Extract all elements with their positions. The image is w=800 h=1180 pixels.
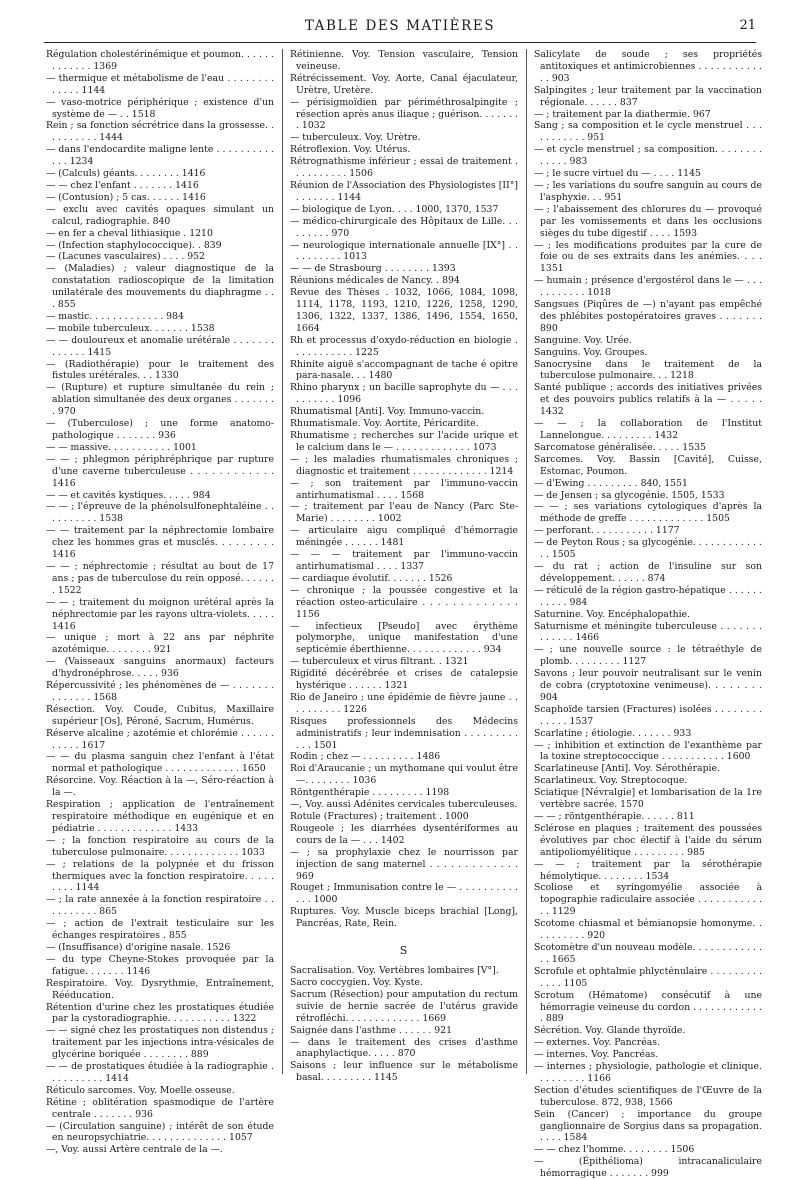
- index-entry: — (Infection staphylococcique). . 839: [46, 239, 222, 251]
- index-entry: Rodin ; chez — . . . . . . . . . 1486: [290, 751, 441, 763]
- index-entry: — — ; röntgenthérapie. . . . . . 811: [534, 811, 695, 822]
- index-entry: Scrotum (Hématome) consécutif à une hémorragie veineuse du cordon . . . . . . . . . . . . . 889: [534, 989, 762, 1025]
- index-entry: Rétinienne. Voy. Tension vasculaire, Tension veineuse.: [290, 49, 518, 72]
- index-entry: — — ; l'épreuve de la phénolsulfonephtaléine . . . . . . . . . . 1538: [46, 501, 274, 525]
- index-entry: Rhino pharynx ; un bacille saprophyte du — . . . . . . . . . . 1096: [290, 382, 518, 406]
- index-entry: Scotomètre d'un nouveau modèle. . . . . . . . . . . . . . 1665: [534, 941, 762, 965]
- index-entry: — de Jensen ; sa glycogénie. 1505, 1533: [534, 489, 725, 501]
- page-title: TABLE DES MATIÈRES: [304, 18, 496, 34]
- index-entry: Saisons ; leur influence sur le métabolisme basal. . . . . . . . . 1145: [290, 1060, 518, 1084]
- index-entry: — unique ; mort à 22 ans par néphrite azotémique. . . . . . . . 921: [46, 632, 274, 656]
- index-entry: — ; les maladies rhumatismales chroniques ; diagnostic et traitement . . . . . . . . . . . . . 1214: [290, 453, 518, 477]
- index-entry: — — ; ses variations cytologiques d'après la méthode de greffe . . . . . . . . . . . . . 1505: [534, 501, 762, 525]
- index-entry: Roi d'Araucanie ; un mythomane qui voulut être —. . . . . . . . 1036: [290, 763, 518, 787]
- index-entry: — et cycle menstruel ; sa composition. . . . . . . . . . . . . 983: [534, 144, 762, 168]
- index-entry: Rétroflexion. Voy. Utérus.: [290, 144, 411, 156]
- index-entry: — dans le traitement des crises d'asthme anaphylactique. . . . . 870: [290, 1036, 518, 1060]
- index-entry: Rein ; sa fonction sécrétrice dans la grossesse. . . . . . . . . . 1444: [46, 120, 274, 144]
- index-entry: Savons ; leur pouvoir neutralisant sur le venin de cobra (cryptotoxine venimeuse). . . . . . . . 904: [534, 668, 762, 703]
- index-entry: Rétine ; oblitération spasmodique de l'artère centrale . . . . . . . 936: [46, 1096, 274, 1120]
- index-entry: — ; une nouvelle source : le tétraéthyle de plomb. . . . . . . . . 1127: [534, 644, 762, 668]
- index-entry: Rhinite aiguë s'accompagnant de tache é opitre para-nasale. . . 1480: [290, 358, 518, 382]
- column-divider: [282, 49, 283, 1074]
- index-entry: Réunions médicales de Nancy. . 894: [290, 275, 460, 287]
- index-entry: Scarlatine ; étiologie. . . . . . . 933: [534, 727, 692, 739]
- index-entry: Sarcomes. Voy. Bassin [Cavité], Cuisse, Estomac, Poumon.: [534, 453, 762, 477]
- index-entry: — ; traitement par l'eau de Nancy (Parc Ste-Marie) . . . . . . . . 1002: [290, 501, 518, 525]
- index-entry: — — et cavités kystiques. . . . . 984: [46, 489, 211, 501]
- index-entry: — — ; traitement du moignon urétéral après la néphrectomie par les rayons ultra-violets. . . . . 1416: [46, 596, 274, 632]
- index-entry: — (Lacunes vasculaires) . . . . 952: [46, 251, 205, 263]
- index-entry: Rio de Janeiro ; une épidémie de fièvre jaune . . . . . . . . . . 1226: [290, 691, 518, 715]
- index-entry: Sacro coccygien. Voy. Kyste.: [290, 976, 423, 988]
- index-entry: Röntgenthérapie . . . . . . . . . 1198: [290, 787, 450, 799]
- index-column-2: [290, 49, 518, 1084]
- index-entry: Rh et processus d'oxydo-réduction en biologie . . . . . . . . . . . 1225: [290, 334, 518, 358]
- index-entry: Sangsues (Piqûres de —) n'ayant pas empêché des phlébites postopératoires graves . . . . . . . 890: [534, 299, 762, 334]
- index-entry: Rétention d'urine chez les prostatiques étudiée par la cystoradiographie. . . . . . . . . . . 1322: [46, 1001, 274, 1025]
- index-entry: Réticulo sarcomes. Voy. Moelle osseuse.: [46, 1084, 235, 1096]
- index-entry: — — du plasma sanguin chez l'enfant à l'état normal et pathologique . . . . . . . . . . . . . 1650: [46, 751, 274, 775]
- index-entry: Sarcomatose généralisée. . . . . 1535: [534, 441, 706, 453]
- index-entry: — — de prostatiques étudiée à la radiographie . . . . . . . . . . 1414: [46, 1061, 274, 1084]
- index-entry: Résorcine. Voy. Réaction à la —, Séro-réaction à la —.: [46, 775, 274, 799]
- index-entry: Sein (Cancer) ; importance du groupe ganglionnaire de Sorgius dans sa propagation. . . . . 1584: [534, 1108, 762, 1144]
- index-entry: — ; action de l'extrait testiculaire sur les échanges respiratoires . 855: [46, 918, 274, 942]
- index-entry: Scrofule et ophtalmie phlycténulaire . . . . . . . . . . . . . 1105: [534, 965, 762, 989]
- column-divider: [526, 49, 527, 1074]
- index-entry: — thermique et métabolisme de l'eau . . . . . . . . . . . . . 1144: [46, 72, 274, 96]
- index-entry: Ruptures. Voy. Muscle biceps brachial [Long], Pancréas, Rate, Rein.: [290, 906, 518, 930]
- index-entry: — de Peyton Rous ; sa glycogénie. . . . . . . . . . . . . . 1505: [534, 537, 762, 561]
- index-entry: — du rat ; action de l'insuline sur son développement. . . . . . 874: [534, 560, 762, 584]
- index-entry: Sanocrysine dans le traitement de la tuberculose pulmonaire. . . 1218: [534, 358, 762, 382]
- index-entry: — externes. Voy. Pancréas.: [534, 1037, 661, 1049]
- index-entry: — périsigmoïdien par périméthrosalpingite ; résection après anus iliaque ; guérison. . . . . . . . 1032: [290, 96, 518, 132]
- index-entry: — — ; la collaboration de l'Institut Lannelongue. . . . . . . . . 1432: [534, 418, 762, 441]
- index-entry: — — de Strasbourg . . . . . . . . 1393: [290, 263, 456, 275]
- index-entry: Salicylate de soude ; ses propriétés antitoxiques et antimicrobiennes . . . . . . . . . . . . . 903: [534, 49, 762, 84]
- index-entry: — — ; néphrectomie ; résultat au bout de 17 ans ; pas de tuberculose du rein opposé. . . . . . . 1522: [46, 560, 274, 596]
- index-entry: — articulaire aigu compliqué d'hémorragie méningée . . . . . . 1481: [290, 525, 518, 549]
- index-entry: Saturnine. Voy. Encéphalopathie.: [534, 608, 691, 620]
- index-entry: Rhumatismal [Anti]. Voy. Immuno-vaccin.: [290, 406, 485, 418]
- index-entry: — ; sa prophylaxie chez le nourrisson par injection de sang maternel . . . . . . . . . . . . . 969: [290, 846, 518, 882]
- index-entry: — — signé chez les prostatiques non distendus ; traitement par les injections intra-vésicales de glycérine boriquée . . . . . . . . 889: [46, 1025, 274, 1061]
- index-entry: Sacralisation. Voy. Vertèbres lombaires [V°].: [290, 965, 499, 977]
- index-entry: Scotome chiasmal et bémianopsie homonyme. . . . . . . . . . 920: [534, 918, 762, 942]
- index-entry: — (Insuffisance) d'origine nasale. 1526: [46, 941, 231, 953]
- index-entry: Respiratoire. Voy. Dysrythmie, Entraînement, Rééducation.: [46, 977, 274, 1001]
- index-entry: Sacrum (Résection) pour amputation du rectum suivie de hernie sacrée de l'utérus gravide rétrofléchi. . . . . . . . . . . . . 1669: [290, 988, 518, 1024]
- index-entry: — d'Ewing . . . . . . . . . 840, 1551: [534, 477, 688, 489]
- index-columns: [46, 49, 762, 1180]
- index-entry: —, Voy. aussi Adénites cervicales tuberculeuses.: [290, 799, 518, 811]
- index-entry: — cardiaque évolutif. . . . . . . 1526: [290, 572, 453, 584]
- index-entry: Rouget ; Immunisation contre le — . . . . . . . . . . . . . 1000: [290, 882, 518, 906]
- index-entry: — (Rupture) et rupture simultanée du rein ; ablation simultanée des deux organes . . . . . . . . 970: [46, 382, 274, 418]
- index-entry: — — douloureux et anomalie urétérale . . . . . . . . . . . . . 1415: [46, 334, 274, 358]
- index-entry: — dans l'endocardite maligne lente . . . . . . . . . . . . . 1234: [46, 144, 274, 168]
- index-entry: — (Tuberculose) ; une forme anatomo-pathologique . . . . . . . 936: [46, 418, 274, 441]
- index-entry: Risques professionnels des Médecins administratifs ; leur indemnisation . . . . . . . . . . . . 1501: [290, 715, 518, 751]
- index-entry: Répercussivité ; les phénomènes de — . . . . . . . . . . . . . . 1568: [46, 680, 274, 703]
- index-entry: Sécrétion. Voy. Glande thyroïde.: [534, 1025, 686, 1037]
- index-entry: — ; l'abaissement des chlorures du — provoqué par les vomissements et dans les occlusions sièges du tube digestif . . . . 1593: [534, 203, 762, 239]
- index-entry: — exclu avec cavités opaques simulant un calcul, radiographie. 840: [46, 203, 274, 227]
- page-number: 21: [739, 18, 756, 33]
- index-entry: Réunion de l'Association des Physiologistes [II°] . . . . . . . 1144: [290, 179, 518, 203]
- index-entry: — mastic. . . . . . . . . . . . . 984: [46, 310, 184, 322]
- index-entry: — tuberculeux et virus filtrant. . 1321: [290, 656, 469, 668]
- index-entry: — ; les modifications produites par la cure de foie ou de ses extraits dans les anémies. . . . 1351: [534, 239, 762, 275]
- index-entry: — (Épithélioma) intracanaliculaire hémorragique . . . . . . . 999: [534, 1156, 762, 1180]
- index-entry: Scarlatineuse [Anti]. Voy. Sérothérapie.: [534, 763, 720, 775]
- index-entry: Résection. Voy. Coude, Cubitus, Maxillaire supérieur [Os], Péroné, Sacrum, Humérus.: [46, 703, 274, 727]
- index-entry: Rigidité décérébrée et crises de catalepsie hystérique . . . . . . 1321: [290, 668, 518, 692]
- index-entry: — réticulé de la région gastro-hépatique . . . . . . . . . . . 984: [534, 584, 762, 608]
- index-entry: Rougeole ; les diarrhées dysentériformes au cours de la — . . . 1402: [290, 822, 518, 846]
- section-letter: S: [399, 944, 409, 958]
- index-entry: — — traitement par la néphrectomie lombaire chez les hommes gras et musclés. . . . . . . . . 1416: [46, 525, 274, 561]
- index-entry: Sciatique [Névralgie] et lombarisation de la 1re vertèbre sacrée. 1570: [534, 787, 762, 811]
- index-entry: Santé publique ; accords des initiatives privées et des pouvoirs publics relatifs à la — . . . . . 1432: [534, 382, 762, 418]
- index-entry: — — ; phlegmon périphréphrique par rupture d'une caverne tuberculeuse . . . . . . . . . . . . 1416: [46, 453, 274, 489]
- index-entry: Rétrognathisme inférieur ; essai de traitement . . . . . . . . . . 1506: [290, 156, 518, 180]
- header-rule: [44, 42, 756, 43]
- index-entry: — ; traitement par la diathermie. 967: [534, 108, 711, 120]
- index-entry: —, Voy. aussi Artère centrale de la —.: [46, 1144, 223, 1156]
- index-entry: Rétrécissement. Voy. Aorte, Canal éjaculateur, Urètre, Uretère.: [290, 72, 518, 96]
- index-entry: — humain ; présence d'ergostérol dans le — . . . . . . . . . . . 1018: [534, 275, 762, 299]
- index-entry: Sanguins. Voy. Groupes.: [534, 346, 648, 358]
- index-entry: — biologique de Lyon. . . . 1000, 1370, 1537: [290, 203, 499, 215]
- index-entry: Saturnisme et méningite tuberculeuse . . . . . . . . . . . . . 1466: [534, 620, 762, 644]
- index-entry: Sclérose en plaques ; traitement des poussées évolutives par choc électif à l'aide du sérum antipoliomyélitique . . . . . . . . . 985: [534, 822, 762, 858]
- index-entry: — ; le sucre virtuel du — . . . . 1145: [534, 168, 701, 180]
- index-entry: — ; les variations du soufre sanguin au cours de l'asphyxie. . . 951: [534, 179, 762, 203]
- index-entry: — — — traitement par l'immuno-vaccin antirhumatismal . . . . 1337: [290, 549, 518, 572]
- index-entry: — — chez l'homme. . . . . . . . 1506: [534, 1144, 695, 1156]
- index-entry: — neurologique internationale annuelle [IX°] . . . . . . . . . . 1013: [290, 239, 518, 263]
- index-entry: Scoliose et syringomyélie associée à topographie radiculaire associée . . . . . . . . . . . . . 1129: [534, 882, 762, 918]
- index-entry: Salpingites ; leur traitement par la vaccination régionale. . . . . . 837: [534, 84, 762, 108]
- index-entry: — internes ; physiologie, pathologie et clinique. . . . . . . . . 1166: [534, 1061, 762, 1084]
- index-entry: Régulation cholestérinémique et poumon. . . . . . . . . . . . . 1369: [46, 49, 274, 72]
- index-entry: — tuberculeux. Voy. Urètre.: [290, 132, 421, 144]
- index-entry: — ; la fonction respiratoire au cours de la tuberculose pulmonaire. . . . . . . . . . . . . 1033: [46, 834, 274, 858]
- index-entry: — (Vaisseaux sanguins anormaux) facteurs d'hydronéphrose. . . . . 936: [46, 656, 274, 680]
- index-entry: Saignée dans l'asthme . . . . . . 921: [290, 1024, 453, 1036]
- index-entry: — vaso-motrice périphérique ; existence d'un système de — . . 1518: [46, 96, 274, 120]
- index-entry: — chronique ; la poussée congestive et la réaction osteo-articulaire . . . . . . . . . . . . . 1156: [290, 584, 518, 620]
- index-entry: — mobile tuberculeux. . . . . . . 1538: [46, 322, 215, 334]
- index-entry: — internes. Voy. Pancréas.: [534, 1049, 659, 1061]
- index-entry: — ; inhibition et extinction de l'exanthème par la toxine streptococcique . . . . . . . . . . . 1600: [534, 739, 762, 763]
- index-entry: — — ; traitement par la sérothérapie hémolytique. . . . . . . . 1534: [534, 858, 762, 882]
- index-entry: Rotule (Fractures) ; traitement . 1000: [290, 811, 469, 822]
- index-entry: — perforant. . . . . . . . . . . 1177: [534, 525, 680, 537]
- index-entry: — infectieux [Pseudo] avec érythème polymorphe, unique manifestation d'une septicémie éberthienne. . . . . . . . . . . . . 934: [290, 620, 518, 656]
- index-entry: Sang ; sa composition et le cycle menstruel . . . . . . . . . . . 951: [534, 120, 762, 144]
- page-header: [0, 0, 800, 46]
- index-entry: — (Circulation sanguine) ; intérêt de son étude en neuropsychiatrie. . . . . . . . . . . . . . 1057: [46, 1120, 274, 1144]
- index-entry: — (Calculs) géants. . . . . . . . 1416: [46, 168, 206, 180]
- index-entry: — en fer a cheval lithiasique . 1210: [46, 227, 213, 239]
- index-entry: — — massive. . . . . . . . . . . 1001: [46, 441, 197, 453]
- index-entry: — (Radiothérapie) pour le traitement des fistules urétérales. . . 1330: [46, 358, 274, 382]
- index-entry: Respiration ; application de l'entraînement respiratoire méthodique en eugénique et en pédiatrie . . . . . . . . . . . . . 1433: [46, 799, 274, 834]
- index-entry: Sanguine. Voy. Urée.: [534, 334, 632, 346]
- index-entry: — — chez l'enfant . . . . . . . 1416: [46, 179, 199, 191]
- index-entry: — médico-chirurgicale des Hôpitaux de Lille. . . . . . . . . 970: [290, 215, 518, 239]
- index-entry: Rhumatisme ; recherches sur l'acide urique et le calcium dans le — . . . . . . . . . . . . . 1073: [290, 430, 518, 453]
- index-entry: — (Contusion) ; 5 cas. . . . . . 1416: [46, 191, 206, 203]
- index-entry: Scarlatineux. Voy. Streptocoque.: [534, 775, 688, 787]
- index-entry: — ; son traitement par l'immuno-vaccin antirhumatismal . . . . 1568: [290, 477, 518, 501]
- index-entry: Section d'études scientifiques de l'Œuvre de la tuberculose. 872, 938, 1566: [534, 1084, 762, 1108]
- index-column-3: [534, 49, 762, 1180]
- index-entry: — du type Cheyne-Stokes provoquée par la fatigue. . . . . . . 1146: [46, 953, 274, 977]
- index-entry: Scaphoïde tarsien (Fractures) isolées . . . . . . . . . . . . . 1537: [534, 703, 762, 727]
- index-entry: — ; la rate annexée à la fonction respiratoire . . . . . . . . . . 865: [46, 894, 274, 918]
- index-column-1: [46, 49, 274, 1156]
- index-entry: Réserve alcaline ; azotémie et chlorémie . . . . . . . . . . . 1617: [46, 727, 274, 751]
- index-entry: Revue des Thèses . 1032, 1066, 1084, 1098, 1114, 1178, 1193, 1210, 1226, 1258, 1290, 1306, 1322, 1337, 1386, 1496, 1554, 1650, 1664: [290, 287, 518, 334]
- index-entry: Rhumatismale. Voy. Aortite, Péricardite.: [290, 418, 479, 430]
- index-entry: — ; relations de la polypnée et du frisson thermiques avec la fonction respiratoire. . . . . . . . . 1144: [46, 858, 274, 894]
- index-entry: — (Maladies) ; valeur diagnostique de la constatation radioscopique de la limitation unilatérale des mouvements du diaphragme . . . 855: [46, 263, 274, 311]
